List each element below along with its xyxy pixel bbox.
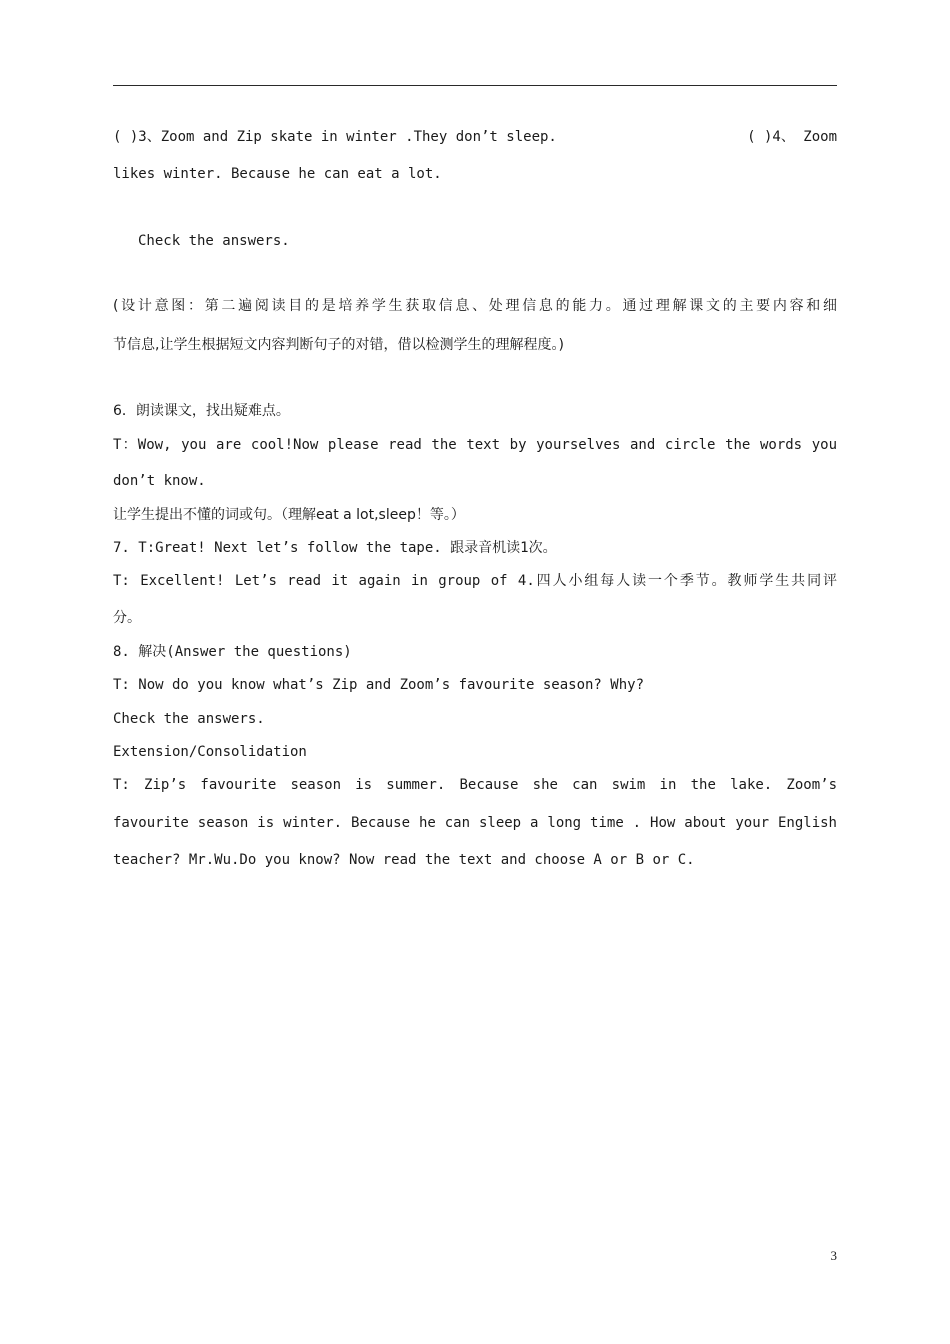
- step-6-teacher-line-1: T：Wow, you are cool!Now please read the text by yourselves and circle the words you: [113, 437, 837, 453]
- check-answers-1: Check the answers.: [138, 233, 290, 249]
- step-7-teacher-line-2: 分。: [113, 610, 141, 626]
- step-7-teacher-line-1: T: Excellent! Let’s read it again in group of 4.四人小组每人读一个季节。教师学生共同评: [113, 573, 837, 589]
- design-intent-line-1: (设计意图：第二遍阅读目的是培养学生获取信息、处理信息的能力。通过理解课文的主要内容和细: [113, 298, 837, 314]
- check-answers-2: Check the answers.: [113, 711, 265, 727]
- page-number: 3: [830, 1248, 837, 1263]
- extension-line-1: T: Zip’s favourite season is summer. Because she can swim in the lake. Zoom’s: [113, 777, 837, 793]
- extension-line-3: teacher? Mr.Wu.Do you know? Now read the text and choose A or B or C.: [113, 852, 695, 868]
- extension-title: Extension/Consolidation: [113, 744, 307, 760]
- design-intent-line-2: 节信息,让学生根据短文内容判断句子的对错，借以检测学生的理解程度。): [113, 337, 564, 353]
- step-6-title: 6．朗读课文，找出疑难点。: [113, 403, 290, 419]
- step-7-line: 7. T:Great! Next let’s follow the tape. 跟录音机读1次。: [113, 540, 557, 556]
- question-4-head: ( )4、 Zoom: [747, 129, 837, 145]
- step-8-question: T: Now do you know what’s Zip and Zoom’s favourite season? Why?: [113, 677, 645, 693]
- question-row-3-4: [113, 128, 837, 146]
- question-3: ( )3、Zoom and Zip skate in winter .They don’t sleep.: [113, 129, 557, 145]
- step-6-teacher-line-2: don’t know.: [113, 473, 206, 489]
- step-6-note: 让学生提出不懂的词或句。（理解eat a lot,sleep！等。）: [113, 507, 465, 523]
- extension-line-2: favourite season is winter. Because he can sleep a long time . How about your English: [113, 815, 837, 831]
- header-rule: [113, 85, 837, 86]
- question-4-continuation: likes winter. Because he can eat a lot.: [113, 166, 442, 182]
- step-8-title: 8. 解决(Answer the questions): [113, 644, 352, 660]
